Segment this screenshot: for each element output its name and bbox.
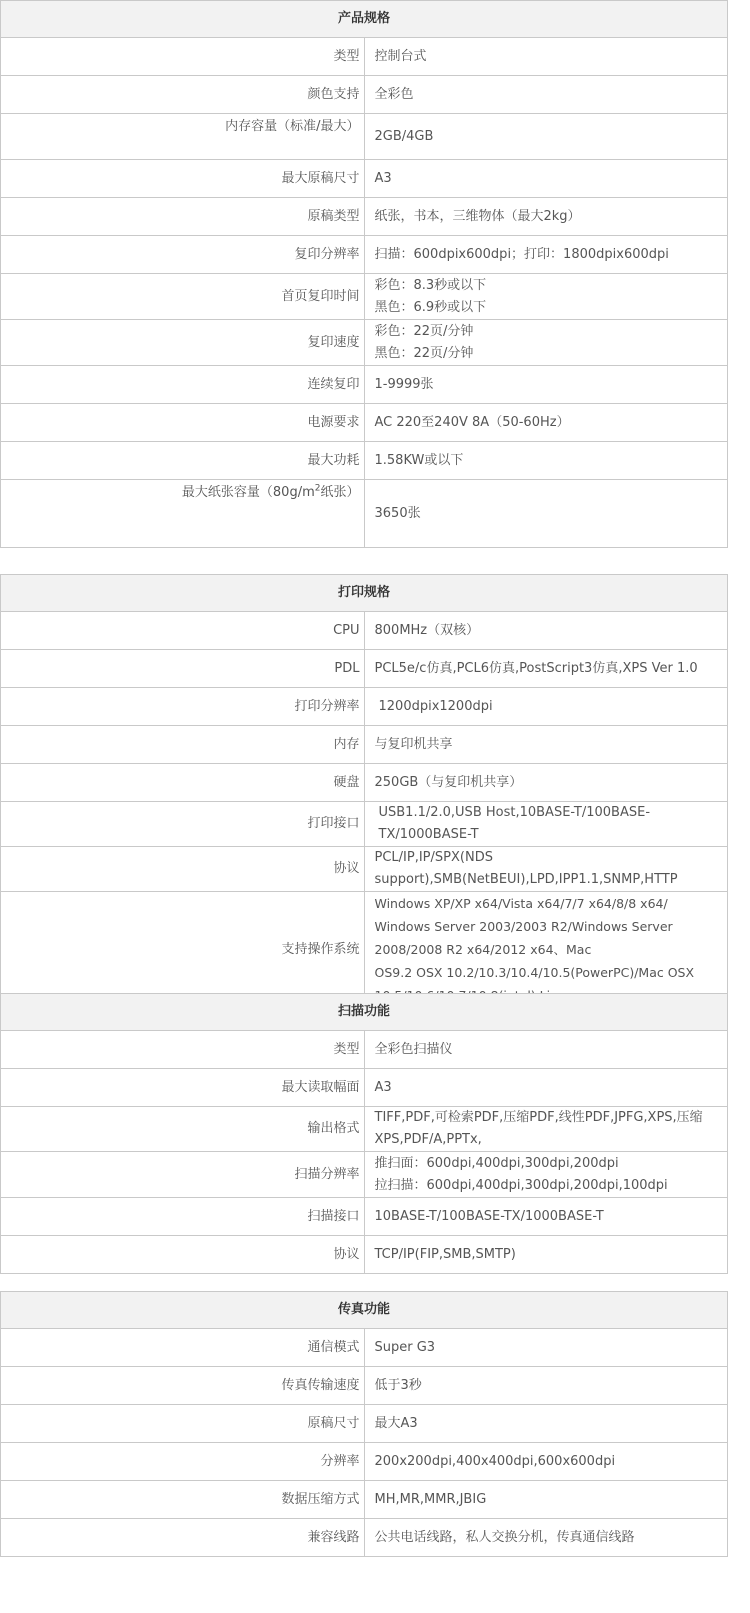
spec-label: 数据压缩方式: [1, 1481, 365, 1519]
spec-value: USB1.1/2.0,USB Host,10BASE-T/100BASE-TX/1000BASE-T: [364, 802, 728, 847]
spec-value: Super G3: [364, 1329, 728, 1367]
spec-label: 兼容线路: [1, 1519, 365, 1557]
spec-value: 250GB（与复印机共享）: [364, 764, 728, 802]
spec-value: 公共电话线路，私人交换分机，传真通信线路: [364, 1519, 728, 1557]
section-title: 产品规格: [1, 1, 728, 38]
spec-label: 硬盘: [1, 764, 365, 802]
spec-label: 最大原稿尺寸: [1, 160, 365, 198]
spec-value: TIFF,PDF,可检索PDF,压缩PDF,线性PDF,JPFG,XPS,压缩XPS,PDF/A,PPTx,: [364, 1107, 728, 1152]
spec-value: 1-9999张: [364, 366, 728, 404]
section-title: 传真功能: [1, 1292, 728, 1329]
spec-value-line: Windows XP/XP x64/Vista x64/7/7 x64/8/8 x64/: [374, 896, 668, 911]
spec-label: 最大功耗: [1, 442, 365, 480]
spec-value: 1200dpix1200dpi: [364, 688, 728, 726]
spec-label: PDL: [1, 650, 365, 688]
spec-value: TCP/IP(FIP,SMB,SMTP): [364, 1236, 728, 1274]
spec-label: CPU: [1, 612, 365, 650]
spec-value: [364, 1152, 728, 1198]
spec-value-line: Windows Server 2003/2003 R2/Windows Server 2008/2008 R2 x64/2012 x64、Mac: [374, 919, 673, 957]
scan-spec-table: [0, 993, 728, 1274]
spec-value: 3650张: [364, 480, 728, 548]
product-spec-table: [0, 0, 728, 548]
spec-label: 扫描接口: [1, 1198, 365, 1236]
spec-value: A3: [364, 160, 728, 198]
section-title: 扫描功能: [1, 994, 728, 1031]
spec-label: 颜色支持: [1, 76, 365, 114]
spec-value: 最大A3: [364, 1405, 728, 1443]
spec-label: 协议: [1, 847, 365, 892]
spec-value-line: OS9.2 OSX 10.2/10.3/10.4/10.5(PowerPC)/Mac OSX: [374, 965, 695, 980]
spec-value: 1.58KW或以下: [364, 442, 728, 480]
spec-value-line: 拉扫描：600dpi,400dpi,300dpi,200dpi,100dpi: [374, 1177, 668, 1193]
spec-value: 10BASE-T/100BASE-TX/1000BASE-T: [364, 1198, 728, 1236]
spec-label-part: 最大纸张容量（80g/m: [181, 485, 315, 500]
spec-value: 200x200dpi,400x400dpi,600x600dpi: [364, 1443, 728, 1481]
spec-label: 连续复印: [1, 366, 365, 404]
print-spec-table: [0, 574, 728, 1008]
spec-label: 复印分辨率: [1, 236, 365, 274]
spec-label: 内存容量（标准/最大）: [1, 114, 365, 160]
spec-label: 类型: [1, 38, 365, 76]
spec-value: 扫描：600dpix600dpi；打印：1800dpix600dpi: [364, 236, 728, 274]
spec-label: 传真传输速度: [1, 1367, 365, 1405]
spec-label: 电源要求: [1, 404, 365, 442]
spec-value: [364, 274, 728, 320]
spec-label: 支持操作系统: [1, 892, 365, 1008]
spec-label: 原稿类型: [1, 198, 365, 236]
spec-value: PCL/IP,IP/SPX(NDS support),SMB(NetBEUI),LPD,IPP1.1,SNMP,HTTP: [364, 847, 728, 892]
spec-value: 2GB/4GB: [364, 114, 728, 160]
spec-label: 输出格式: [1, 1107, 365, 1152]
section-title: 打印规格: [1, 575, 728, 612]
spec-value: [364, 892, 728, 1008]
spec-value: 低于3秒: [364, 1367, 728, 1405]
spec-label: 最大读取幅面: [1, 1069, 365, 1107]
spec-value-line: 黑色：6.9秒或以下: [374, 299, 487, 315]
spec-label: 复印速度: [1, 320, 365, 366]
spec-value: 纸张，书本，三维物体（最大2kg）: [364, 198, 728, 236]
spec-label: 首页复印时间: [1, 274, 365, 320]
spec-value-line: 彩色：22页/分钟: [374, 323, 474, 339]
spec-label: 分辨率: [1, 1443, 365, 1481]
spec-label: 打印接口: [1, 802, 365, 847]
spec-value: 控制台式: [364, 38, 728, 76]
spec-label: 协议: [1, 1236, 365, 1274]
spec-value: [364, 320, 728, 366]
spec-value: 全彩色扫描仪: [364, 1031, 728, 1069]
spec-label: 扫描分辨率: [1, 1152, 365, 1198]
fax-spec-table: [0, 1291, 728, 1557]
spec-value-line: 黑色：22页/分钟: [374, 345, 474, 361]
spec-value: 800MHz（双核）: [364, 612, 728, 650]
spec-label-part: 纸张）: [320, 485, 360, 500]
spec-value: 与复印机共享: [364, 726, 728, 764]
spec-label: 原稿尺寸: [1, 1405, 365, 1443]
spec-label: [1, 480, 365, 548]
spec-label: 类型: [1, 1031, 365, 1069]
spec-label-superscript: 2: [314, 483, 321, 494]
spec-value: AC 220至240V 8A（50-60Hz）: [364, 404, 728, 442]
spec-label: 通信模式: [1, 1329, 365, 1367]
spec-label: 打印分辨率: [1, 688, 365, 726]
spec-value-line: 推扫面：600dpi,400dpi,300dpi,200dpi: [374, 1155, 619, 1171]
spec-value: A3: [364, 1069, 728, 1107]
spec-value: PCL5e/c仿真,PCL6仿真,PostScript3仿真,XPS Ver 1.0: [364, 650, 728, 688]
spec-label: 内存: [1, 726, 365, 764]
spec-value: MH,MR,MMR,JBIG: [364, 1481, 728, 1519]
spec-value: 全彩色: [364, 76, 728, 114]
spec-value-line: 彩色：8.3秒或以下: [374, 277, 487, 293]
